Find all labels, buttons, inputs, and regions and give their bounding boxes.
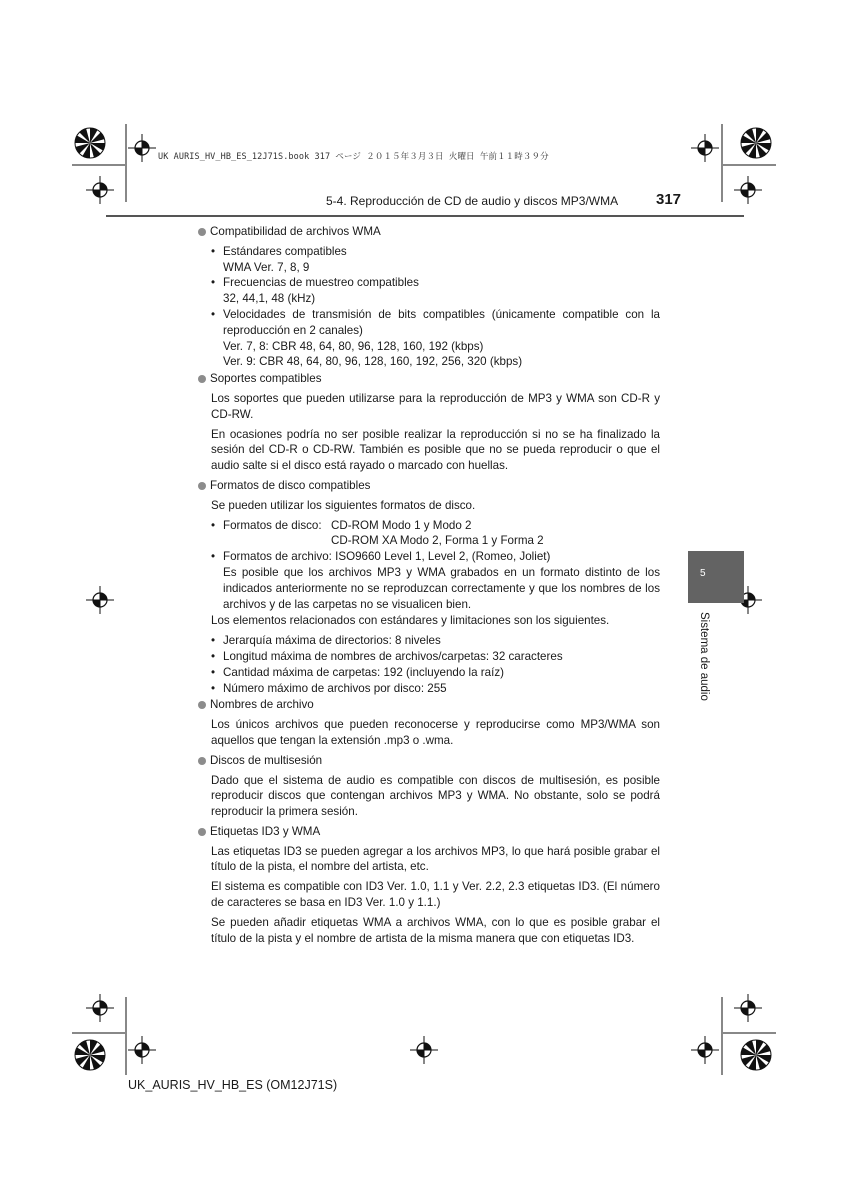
registration-mark-icon — [128, 1036, 156, 1064]
bullet-icon — [198, 482, 206, 490]
paragraph: Dado que el sistema de audio es compatible con discos de multisesión, es posible reproducir discos que contengan archivos MP3 y WMA. No obstante, solo se podrá reproducir la primera sesión. — [211, 773, 660, 819]
footer-code: UK_AURIS_HV_HB_ES (OM12J71S) — [128, 1078, 338, 1092]
section-heading: Compatibilidad de archivos WMA — [198, 224, 660, 240]
registration-mark-icon — [86, 176, 114, 204]
paragraph: El sistema es compatible con ID3 Ver. 1.0, 1.1 y Ver. 2.2, 2.3 etiquetas ID3. (El número de caracteres se basa en ID3 Ver. 1.0 y 1.1.) — [211, 880, 660, 910]
format-list — [198, 518, 660, 613]
registration-star-icon — [741, 1040, 771, 1070]
list-item: • Cantidad máxima de carpetas: 192 (incluyendo la raíz) — [211, 665, 660, 681]
wma-list — [198, 244, 660, 370]
registration-mark-icon — [128, 134, 156, 162]
list-item: • Velocidades de transmisión de bits compatibles (únicamente compatible con la reproducción en 2 canales) Ver. 7, 8: CBR 48, 64, 80, 96, 128, 160, 192 (kbps) Ver. 9: CBR 48, 64, 80, 96, 128, 160, 192, 256, 320 (kbps) — [211, 307, 660, 370]
section-heading: Soportes compatibles — [198, 371, 660, 387]
paragraph: Los elementos relacionados con estándares y limitaciones son los siguientes. — [211, 614, 610, 628]
registration-mark-icon — [734, 176, 762, 204]
chapter-tab-label: Sistema de audio — [698, 612, 710, 701]
bullet-icon — [198, 828, 206, 836]
page-body — [198, 223, 660, 946]
print-header: UK AURIS_HV_HB_ES_12J71S.book 317 ページ ２０１５年３月３日 火曜日 午前１１時３９分 — [158, 152, 549, 162]
bullet-icon — [198, 701, 206, 709]
chapter-tab — [688, 551, 744, 603]
bullet-icon — [198, 375, 206, 383]
registration-mark-icon — [410, 1036, 438, 1064]
list-item: • Formatos de archivo: ISO9660 Level 1, Level 2, (Romeo, Joliet) Es posible que los archivos MP3 y WMA grabados en un formato distinto de los indicados anteriormente no se reproduzcan correctamente y que los nombres de los archivos y de las carpetas no se visualicen bien. — [211, 549, 660, 612]
list-item: • Longitud máxima de nombres de archivos/carpetas: 32 caracteres — [211, 649, 660, 665]
list-item: • Formatos de disco: CD-ROM Modo 1 y Modo 2 CD-ROM XA Modo 2, Forma 1 y Forma 2 — [211, 518, 660, 550]
registration-star-icon — [75, 1040, 105, 1070]
page-number: 317 — [656, 191, 682, 208]
list-item: • Número máximo de archivos por disco: 255 — [211, 681, 660, 697]
paragraph: Las etiquetas ID3 se pueden agregar a los archivos MP3, lo que hará posible grabar el título de la pista, el nombre del artista, etc. — [211, 844, 660, 874]
section-heading: Formatos de disco compatibles — [198, 478, 660, 494]
registration-mark-icon — [734, 994, 762, 1022]
registration-mark-icon — [86, 586, 114, 614]
bullet-icon — [198, 228, 206, 236]
list-item: • Jerarquía máxima de directorios: 8 niveles — [211, 633, 660, 649]
paragraph: Los únicos archivos que pueden reconocerse y reproducirse como MP3/WMA son aquellos que tengan la extensión .mp3 o .wma. — [211, 718, 660, 747]
running-head: 5-4. Reproducción de CD de audio y discos MP3/WMA — [326, 194, 619, 208]
paragraph: En ocasiones podría no ser posible realizar la reproducción si no se ha finalizado la sesión del CD-R o CD-RW. También es posible que no se pueda reproducir o que el audio salte si el disco está rayado o marcado con huellas. — [211, 427, 660, 473]
header-rule — [106, 215, 744, 217]
paragraph: Se pueden añadir etiquetas WMA a archivos WMA, con lo que es posible grabar el título de la pista y el nombre de artista de la misma manera que con etiquetas ID3. — [211, 915, 660, 945]
registration-mark-icon — [691, 134, 719, 162]
section-heading: Nombres de archivo — [198, 697, 660, 713]
paragraph: Los soportes que pueden utilizarse para la reproducción de MP3 y WMA son CD-R y CD-RW. — [211, 391, 660, 421]
registration-star-icon — [75, 128, 105, 158]
registration-mark-icon — [691, 1036, 719, 1064]
list-item: • Frecuencias de muestreo compatibles 32, 44,1, 48 (kHz) — [211, 275, 660, 307]
paragraph: Se pueden utilizar los siguientes formatos de disco. — [211, 498, 476, 512]
registration-mark-icon — [86, 994, 114, 1022]
list-item: • Estándares compatibles WMA Ver. 7, 8, 9 — [211, 244, 660, 276]
chapter-tab-number: 5 — [700, 568, 706, 579]
bullet-icon — [198, 757, 206, 765]
limits-list — [198, 633, 660, 696]
registration-star-icon — [741, 128, 771, 158]
section-heading: Etiquetas ID3 y WMA — [198, 824, 660, 840]
section-heading: Discos de multisesión — [198, 753, 660, 769]
